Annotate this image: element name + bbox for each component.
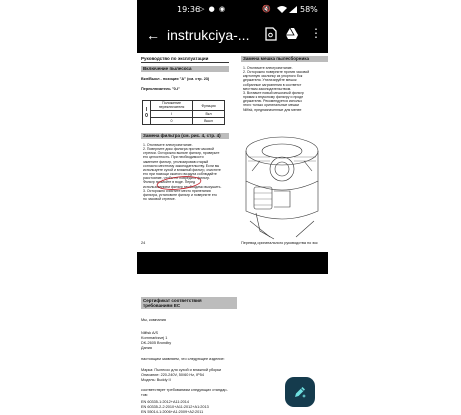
section-header-filter: Замена фильтра (см. рис. 4, стр. 4)	[141, 133, 229, 139]
translation-footer: Перевод оригинального руководства по экс	[241, 241, 318, 245]
section-header-bag: Замена мешка пылесборника	[241, 56, 328, 62]
switch-symbol: I 0	[143, 101, 151, 125]
table-row: I Вкл	[143, 111, 225, 118]
certificate-header: Сертификат соответствия требованиям ЕС	[141, 297, 237, 309]
page-gap	[137, 252, 328, 274]
document-page-1	[137, 53, 328, 252]
declaration-line: EN 60335-2-2:2010+A11:2012+A1:2013	[141, 405, 209, 409]
switch-label: Переключатель "0-I"	[141, 87, 180, 91]
document-title: instrukciya-...	[167, 27, 250, 43]
drive-icon[interactable]	[285, 27, 299, 40]
declaration-line: EN 55014-1:2006+A1:2009+A2:2011	[141, 410, 204, 414]
declaration-line: соответствует требованиям следующих стандар-	[141, 388, 228, 392]
page-number-left: 24	[141, 241, 146, 245]
onoff-text: Вкл/Выкл - позиция "A" (см. стр. 23)	[141, 77, 210, 81]
more-options-icon[interactable]: ⋮	[310, 26, 322, 40]
phone-screen	[137, 0, 328, 415]
table-header: Положение переключателя	[151, 101, 193, 111]
app-bar	[137, 22, 328, 50]
vacuum-diagram	[240, 121, 324, 245]
filter-steps: 1. Отключите электропитание. 2. Поверните диск фильтра против часовой стрелки. Осторожно выньте фильтр, проверьте его целостность. При необходимости замените фильтр, утилизировав старый согласно местному законодательству. Если вы используете сухой и влажный фильтр, очистите его при помощи сжатого воздуха соблюдайте расстояние, чтобы не повредить фильтр. Фильтр промойте в воде. Перед использованием фильтр необходимо высушить. 3. Осторожно очистите место прилегания фильтра, установите фильтр и поверните его по часовой стрелке.	[143, 143, 222, 202]
back-arrow-icon[interactable]: ←	[146, 27, 160, 43]
declaration-line: Модель: Buddy II	[141, 378, 171, 382]
handwritten-circle-annotation	[155, 175, 203, 191]
section-header-switch-on: Включение пылесоса	[141, 66, 229, 72]
declaration-line: Марка: Пылесос для сухой и влажной уборки	[141, 368, 222, 372]
notification-icons: ▷ ● ◉	[199, 5, 227, 13]
table-header: Функция	[193, 101, 225, 111]
bag-steps: 1. Отключите электропитание. 2. Осторожно поверните против часовой картонную заслонку из упорного бок держателя. Утилизируйте мешок собранные загрязнения в соответст местным законодательством. 3. Вставьте новый мешочный фильтр прямик к впускному фильтру и проде держателю. Рекомендуется использ этого только оригинальные мешки Nilfisk, предназначенные для менее	[243, 66, 310, 112]
declaration-line: DK-2605 Brondby	[141, 341, 172, 345]
wifi-icon	[277, 6, 287, 13]
status-time: 19:36	[177, 5, 201, 14]
declaration-line: Мы, компания	[141, 318, 166, 322]
declaration-line: тов:	[141, 393, 148, 397]
declaration-line: EN 60335-1:2012+A11:2014	[141, 400, 189, 404]
declaration-line: Дания	[141, 346, 152, 350]
battery-level: 58%	[300, 5, 318, 14]
table-row: 0 Выкл	[143, 118, 225, 125]
system-icons: 🔇​	[262, 5, 271, 13]
declaration-line: Описание: 220-240V, 50/60 Hz, IP54	[141, 373, 204, 377]
manual-header: Руководство по эксплуатации	[141, 56, 229, 63]
edit-fab-button[interactable]	[285, 377, 315, 407]
status-bar	[137, 0, 328, 22]
declaration-line: Kornmarksvej 1	[141, 336, 168, 340]
switch-table	[142, 100, 225, 125]
declaration-line: настоящим заявляем, что следующее изделие:	[141, 357, 225, 361]
declaration-line: Nilfisk A/S	[141, 331, 159, 335]
document-icon[interactable]	[265, 27, 277, 41]
signal-icon	[289, 6, 297, 13]
edit-pen-icon	[292, 384, 308, 400]
